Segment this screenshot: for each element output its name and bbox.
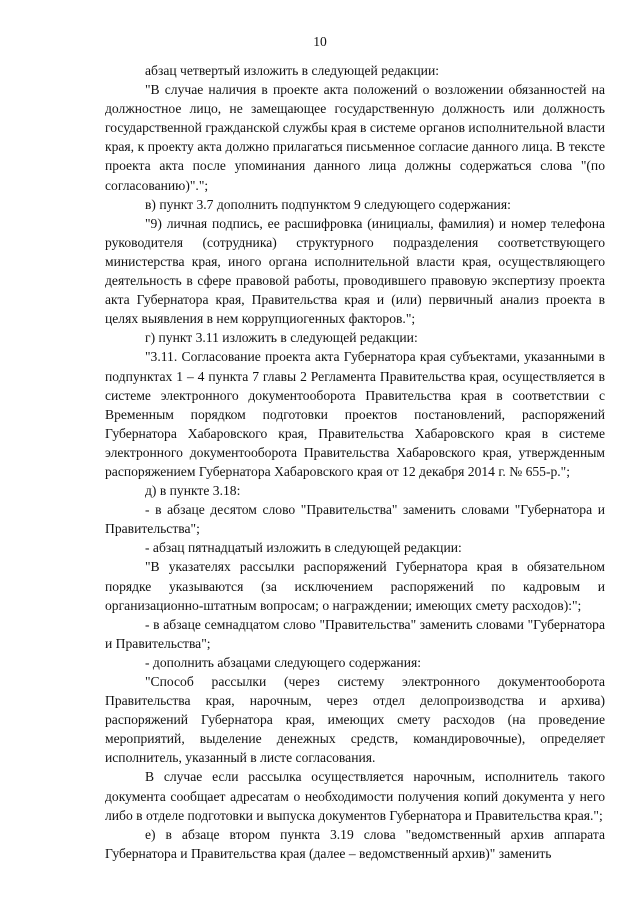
paragraph: "В указателях рассылки распоряжений Губернатора края в обязательном порядке указываются (за исключением распоряжений по кадровым и организационно-штатным вопросам; о награждении; имеющих смету расходов):"; [105,559,605,613]
paragraph: - в абзаце десятом слово "Правительства" заменить словами "Губернатора и Правительства"; [105,502,605,537]
paragraph: "В случае наличия в проекте акта положений о возложении обязанностей на должностное лицо, не замещающее государственную должность или должность государственной гражданской службы края в системе органов исполнительной власти края, к проекту акта должно прилагаться письменное согласие данного лица. В тексте проекта акта после упоминания данного лица должны содержаться слова "(по согласованию)"."; [105,82,605,193]
paragraph: В случае если рассылка осуществляется нарочным, исполнитель такого документа сообщает адресатам о необходимости получения копий документа у него либо в отделе подготовки и выпуска документов Губернатора и Правительства края."; [105,769,605,823]
paragraph: г) пункт 3.11 изложить в следующей редакции: [145,330,418,346]
paragraph: - абзац пятнадцатый изложить в следующей редакции: [145,540,462,556]
paragraph: "3.11. Согласование проекта акта Губернатора края субъектами, указанными в подпунктах 1 – 4 пункта 7 главы 2 Регламента Правительства края, осуществляется в системе электронного документооборота Правительства края в соответствии с Временным порядком подготовки проектов постановлений, распоряжений Губернатора Хабаровского края, Правительства Хабаровского края в системе электронного документооборота Правительства Хабаровского края, утвержденным распоряжением Губернатора Хабаровского края от 12 декабря 2014 г. № 655-р."; [105,349,605,479]
paragraph: "Способ рассылки (через систему электронного документооборота Правительства края, нарочным, через отдел делопроизводства и архива) распоряжений Губернатора края, имеющих смету расходов (на проведение мероприятий, выделение денежных средств, командировочные), определяет исполнитель, указанный в листе согласования. [105,674,605,766]
paragraph: д) в пункте 3.18: [145,483,241,499]
paragraph: е) в абзаце втором пункта 3.19 слова "ведомственный архив аппарата Губернатора и Правительства края (далее – ведомственный архив)" заменить [105,826,605,861]
paragraph: абзац четвертый изложить в следующей редакции: [145,63,440,78]
page-number: 10 [313,34,327,49]
paragraph: в) пункт 3.7 дополнить подпунктом 9 следующего содержания: [145,196,511,212]
paragraph: - дополнить абзацами следующего содержания: [145,654,422,670]
document-body [105,61,605,863]
paragraph: - в абзаце семнадцатом слово "Правительства" заменить словами "Губернатора и Правительства"; [105,616,605,651]
paragraph: "9) личная подпись, ее расшифровка (инициалы, фамилия) и номер телефона руководителя (сотрудника) структурного подразделения соответствующего министерства края, иного органа исполнительной власти края, осуществляющего деятельность в сфере правовой работы, проводившего правовую экспертизу проекта акта Губернатора края, Правительства края и (или) первичный анализ проекта в целях выявления в нем коррупциогенных факторов."; [105,215,605,327]
